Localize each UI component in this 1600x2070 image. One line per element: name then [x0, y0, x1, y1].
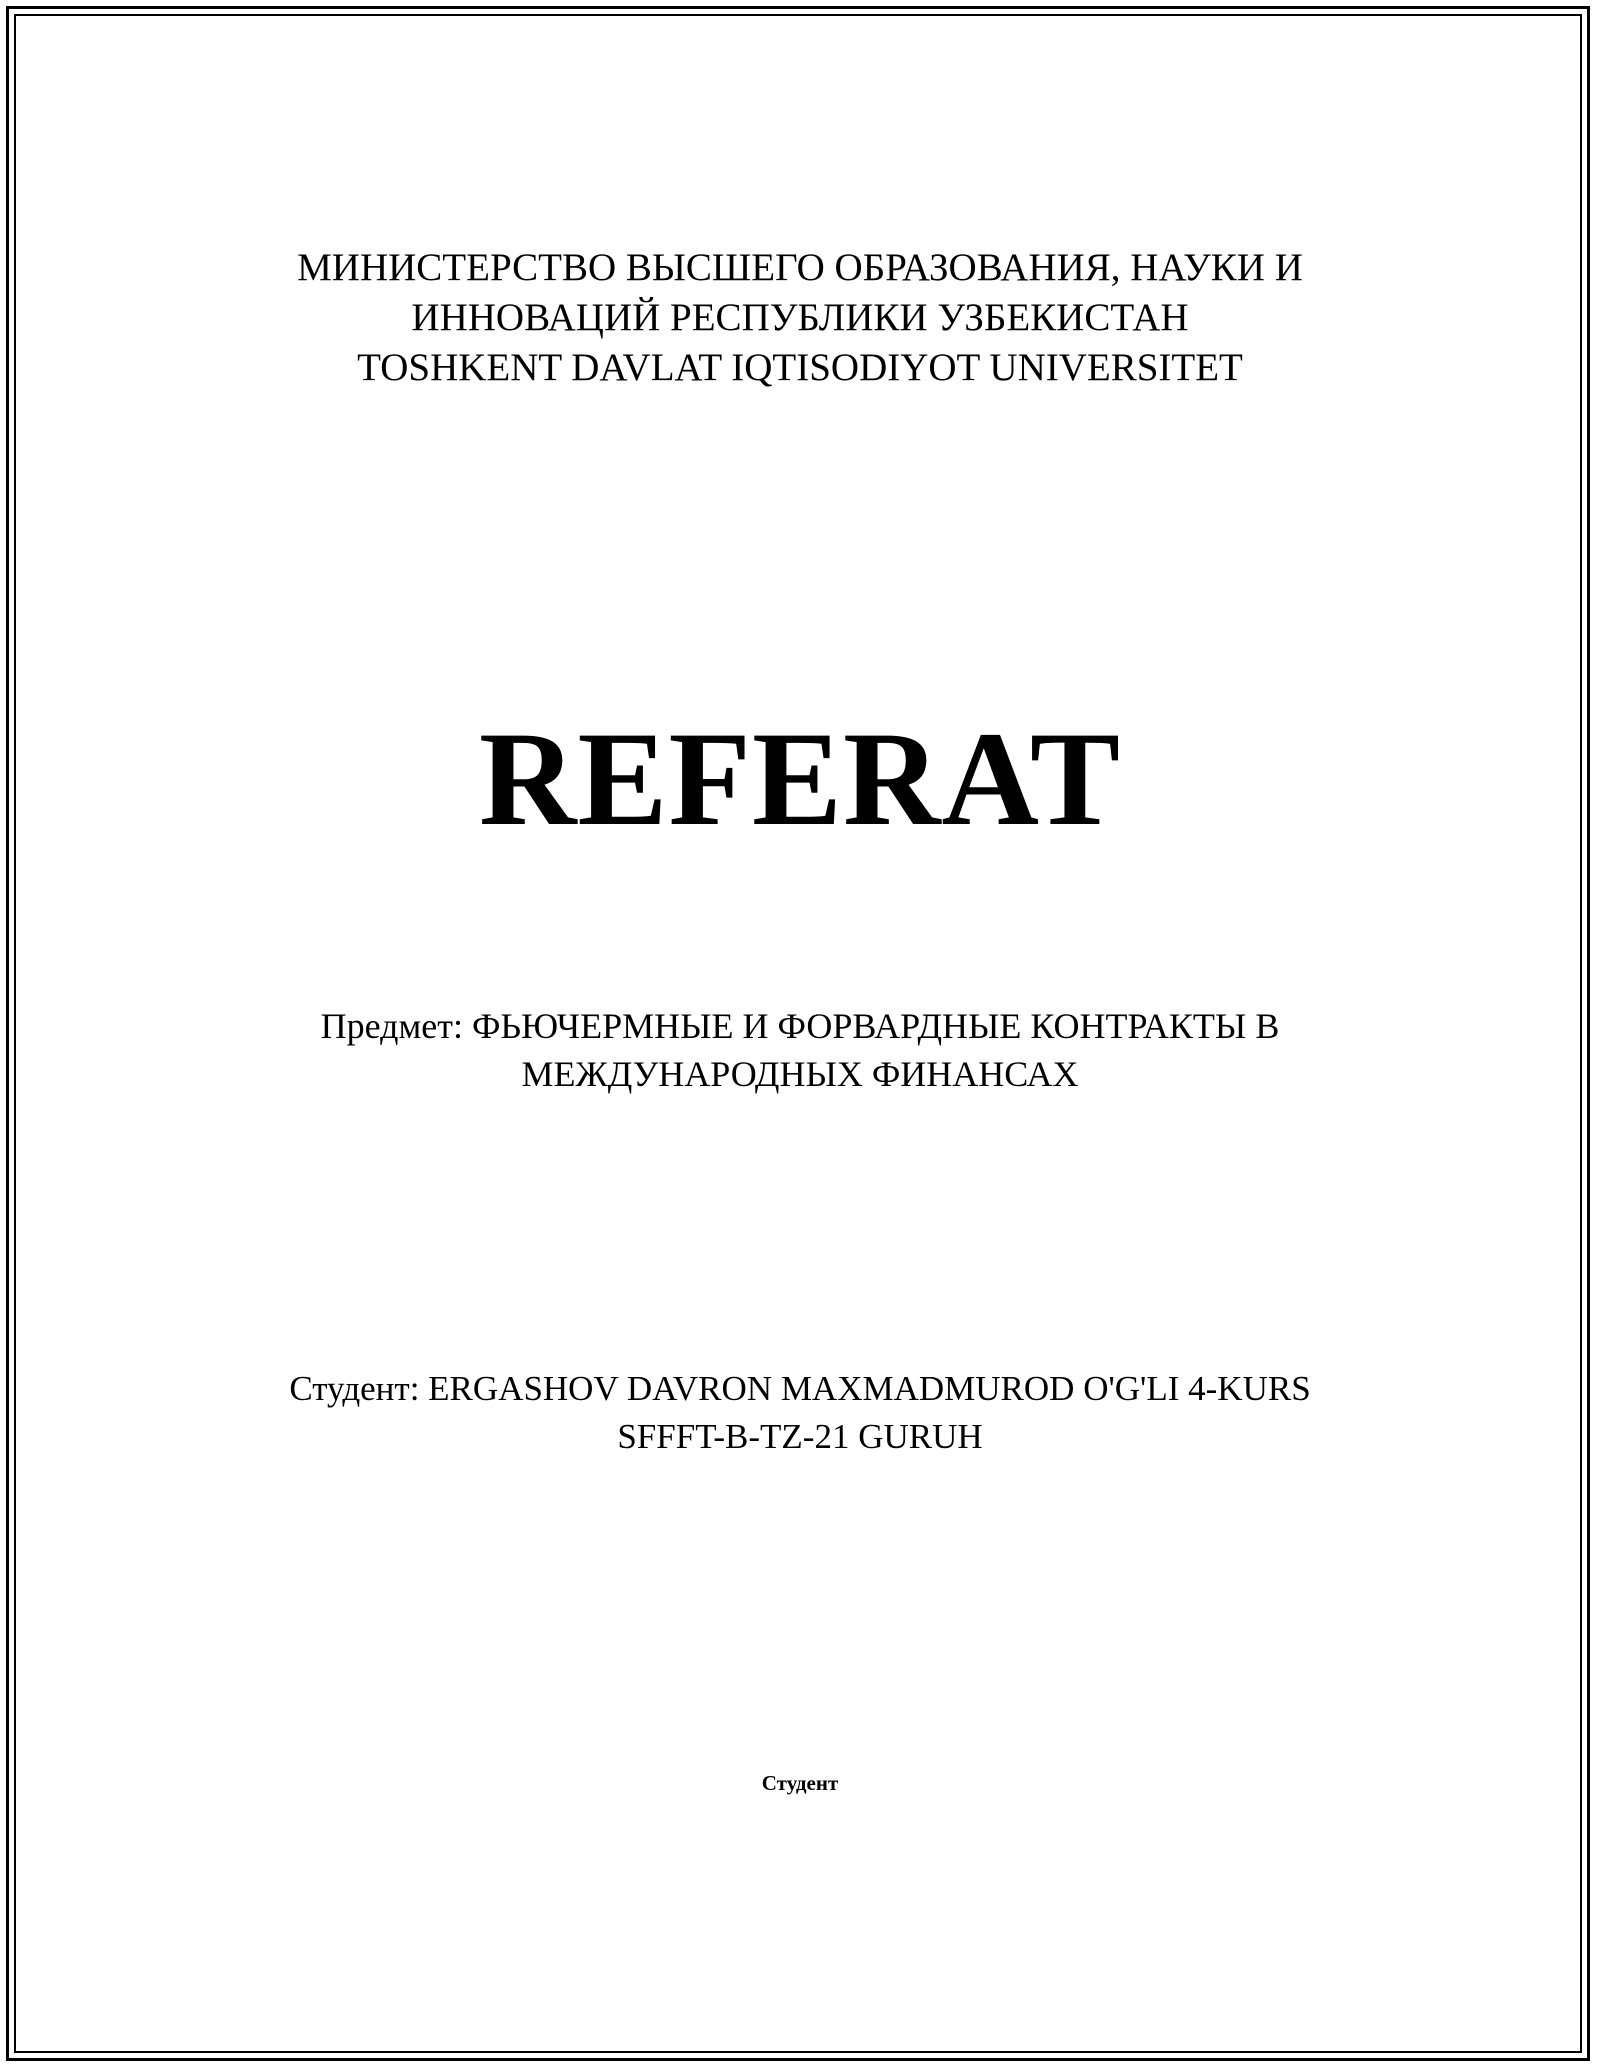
institution-header — [0, 243, 1600, 393]
header-line-ministry: МИНИСТЕРСТВО ВЫСШЕГО ОБРАЗОВАНИЯ, НАУКИ И — [297, 246, 1303, 289]
student-line-2: SFFFT-B-TZ-21 GURUH — [617, 1417, 983, 1456]
document-title: REFERAT — [478, 705, 1122, 854]
subject-line-2: МЕЖДУНАРОДНЫХ ФИНАНСАХ — [521, 1054, 1079, 1094]
subject-line-1: Предмет: ФЬЮЧЕРМНЫЕ И ФОРВАРДНЫЕ КОНТРАКТЫ В — [320, 1006, 1280, 1046]
header-line-republic: ИННОВАЦИЙ РЕСПУБЛИКИ УЗБЕКИСТАН — [411, 296, 1189, 339]
header-line-university: TOSHKENT DAVLAT IQTISODIYOT UNIVERSITET — [357, 346, 1243, 389]
subject-block — [0, 1002, 1600, 1098]
student-block — [0, 1365, 1600, 1461]
student-line-1: Студент: ERGASHOV DAVRON MAXMADMUROD O'G'LI 4-KURS — [289, 1369, 1311, 1408]
footer-student-label: Студент — [761, 1771, 839, 1795]
